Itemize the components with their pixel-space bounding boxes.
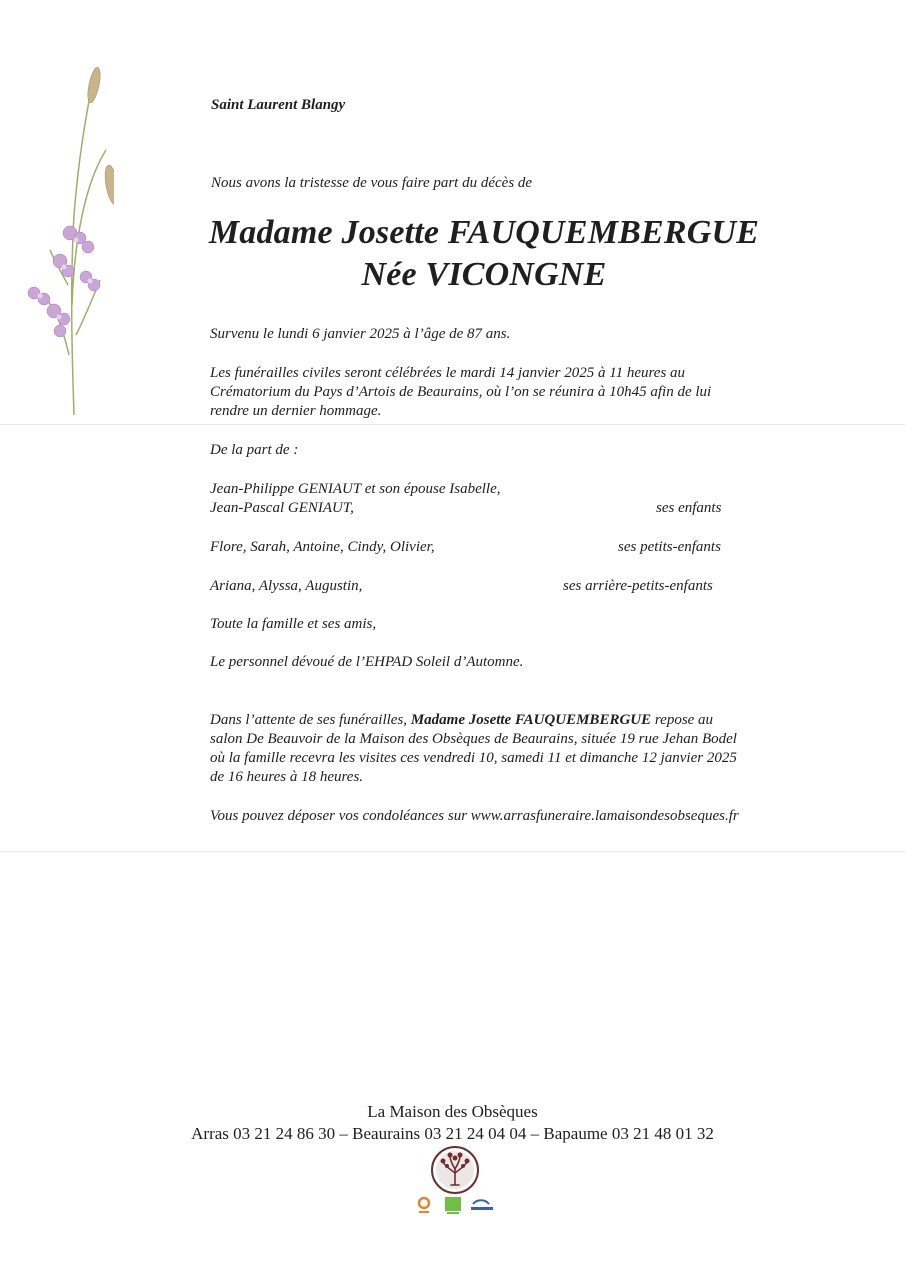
scan-line xyxy=(0,851,905,852)
funeral-line: Crématorium du Pays d’Artois de Beaurains, où l’on se réunira à 10h45 afin de lui xyxy=(210,384,712,400)
funeral-paragraph xyxy=(210,364,711,421)
viewing-line: où la famille recevra les visites ces vendredi 10, samedi 11 et dimanche 12 janvier 2025 xyxy=(210,750,737,766)
funeral-line: Les funérailles civiles seront célébrées le mardi 14 janvier 2025 à 11 heures au xyxy=(210,365,686,381)
children-names-line2: Jean-Pascal GENIAUT, xyxy=(210,500,354,516)
condolences-text: Vous pouvez déposer vos condoléances sur www.arrasfuneraire.lamaisondesobseques.fr xyxy=(210,808,739,824)
children-role: ses enfants xyxy=(656,500,722,516)
tree-logo-icon xyxy=(430,1145,480,1195)
intro-text: Nous avons la tristesse de vous faire part du décès de xyxy=(211,175,533,191)
partner-logos-icon xyxy=(415,1196,497,1216)
children-names-line1: Jean-Philippe GENIAUT et son épouse Isabelle, xyxy=(210,481,501,497)
scan-line xyxy=(0,424,905,425)
viewing-paragraph xyxy=(210,711,737,787)
viewing-deceased-name: Madame Josette FAUQUEMBERGUE xyxy=(410,712,652,728)
grandchildren-role: ses petits-enfants xyxy=(618,539,721,555)
footer-phone-numbers: Arras 03 21 24 86 30 – Beaurains 03 21 24 04 04 – Bapaume 03 21 48 01 32 xyxy=(191,1124,714,1143)
viewing-line xyxy=(210,711,737,730)
viewing-line-start: Dans l’attente de ses funérailles, xyxy=(210,712,411,728)
maiden-name: Née VICONGNE xyxy=(361,256,607,293)
viewing-line-end: repose au xyxy=(651,712,714,728)
viewing-line: salon De Beauvoir de la Maison des Obsèques de Beaurains, située 19 rue Jehan Bodel xyxy=(210,731,737,747)
great-grandchildren-role: ses arrière-petits-enfants xyxy=(563,578,713,594)
deceased-name: Madame Josette FAUQUEMBERGUE xyxy=(208,214,760,251)
great-grandchildren-names: Ariana, Alyssa, Augustin, xyxy=(210,578,363,594)
town-name: Saint Laurent Blangy xyxy=(211,97,346,113)
viewing-line: de 16 heures à 18 heures. xyxy=(210,769,364,785)
footer-company-name: La Maison des Obsèques xyxy=(367,1102,538,1121)
death-date-text: Survenu le lundi 6 janvier 2025 à l’âge de 87 ans. xyxy=(210,326,511,342)
family-friends-text: Toute la famille et ses amis, xyxy=(210,616,377,632)
staff-text: Le personnel dévoué de l’EHPAD Soleil d’Automne. xyxy=(210,654,524,670)
grandchildren-names: Flore, Sarah, Antoine, Cindy, Olivier, xyxy=(210,539,435,555)
funeral-line: rendre un dernier hommage. xyxy=(210,403,382,419)
from-label: De la part de : xyxy=(210,442,299,458)
